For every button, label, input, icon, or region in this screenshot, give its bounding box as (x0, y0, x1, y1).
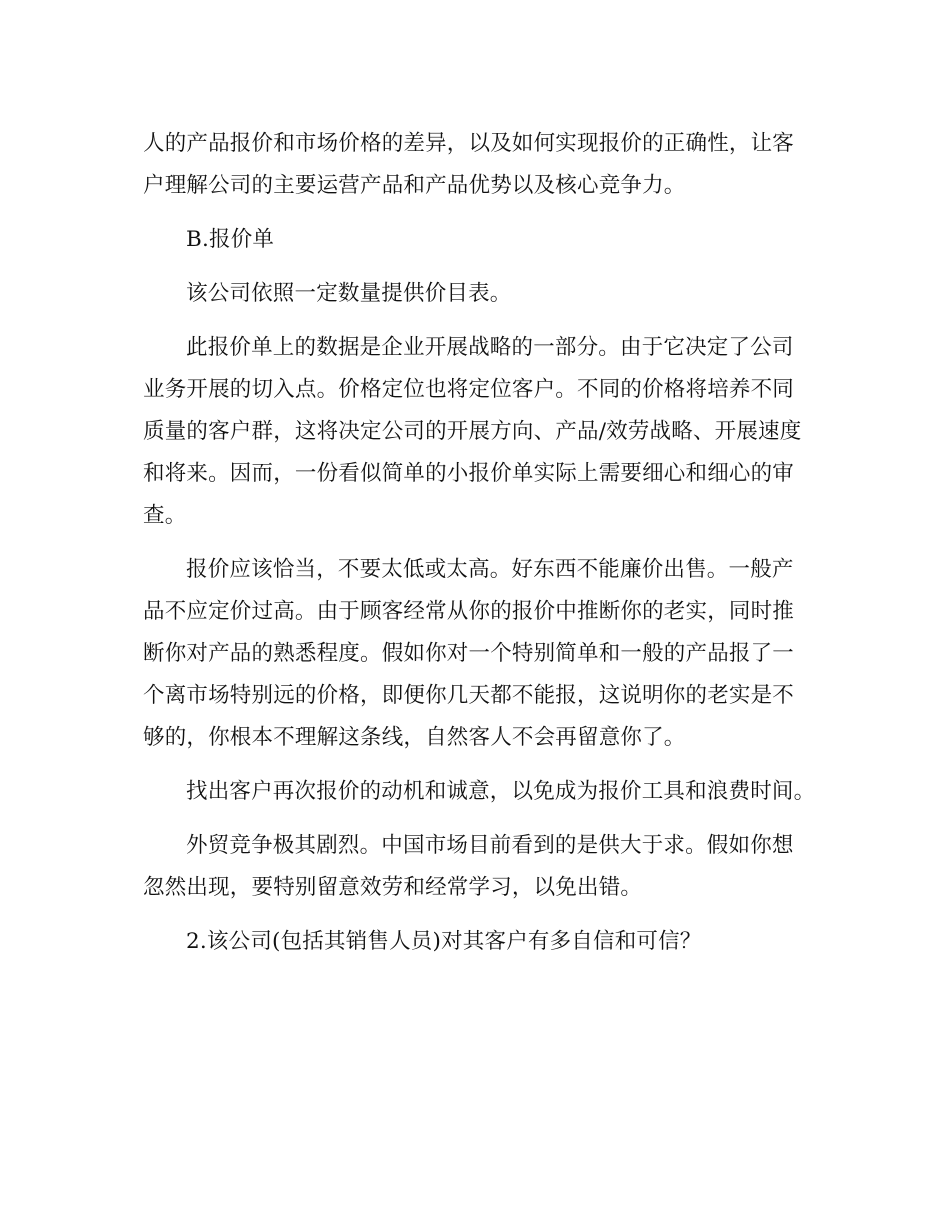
text-line: 质量的客户群，这将决定公司的开展方向、产品/效劳战略、开展速度 (143, 419, 802, 444)
paragraph-3 (143, 273, 809, 315)
paragraph-4 (143, 327, 809, 537)
text-line: 人的产品报价和市场价格的差异，以及如何实现报价的正确性，让客 (143, 131, 795, 156)
section-heading-quote-sheet (143, 219, 809, 261)
text-line: 忽然出现，要特别留意效劳和经常学习，以免出错。 (143, 875, 643, 900)
paragraph-5 (143, 549, 809, 759)
text-line: 2.该公司(包括其销售人员)对其客户有多自信和可信？ (186, 929, 702, 954)
paragraph-6 (143, 771, 816, 813)
text-line: 户理解公司的主要运营产品和产品优势以及核心竞争力。 (143, 173, 686, 198)
text-line: 和将来。因而，一份看似简单的小报价单实际上需要细心和细心的审 (143, 461, 795, 486)
text-line: 个离市场特别远的价格，即便你几天都不能报，这说明你的老实是不 (143, 683, 795, 708)
text-line: 断你对产品的熟悉程度。假如你对一个特别简单和一般的产品报了一 (143, 641, 795, 666)
text-line: 查。 (143, 503, 187, 528)
text-line: 报价应该恰当，不要太低或太高。好东西不能廉价出售。一般产 (186, 557, 794, 582)
paragraph-1 (143, 123, 809, 207)
text-line: B.报价单 (186, 227, 275, 252)
paragraph-7 (143, 825, 809, 909)
text-line: 够的，你根本不理解这条线，自然客人不会再留意你了。 (143, 725, 686, 750)
text-line: 找出客户再次报价的动机和诚意，以免成为报价工具和浪费时间。 (186, 779, 816, 804)
paragraph-8-question (143, 921, 809, 963)
text-line: 此报价单上的数据是企业开展战略的一部分。由于它决定了公司 (186, 335, 794, 360)
text-line: 外贸竞争极其剧烈。中国市场目前看到的是供大于求。假如你想 (186, 833, 794, 858)
text-line: 业务开展的切入点。价格定位也将定位客户。不同的价格将培养不同 (143, 377, 795, 402)
document-body (143, 123, 816, 975)
text-line: 品不应定价过高。由于顾客经常从你的报价中推断你的老实，同时推 (143, 599, 795, 624)
text-line: 该公司依照一定数量提供价目表。 (186, 281, 512, 306)
